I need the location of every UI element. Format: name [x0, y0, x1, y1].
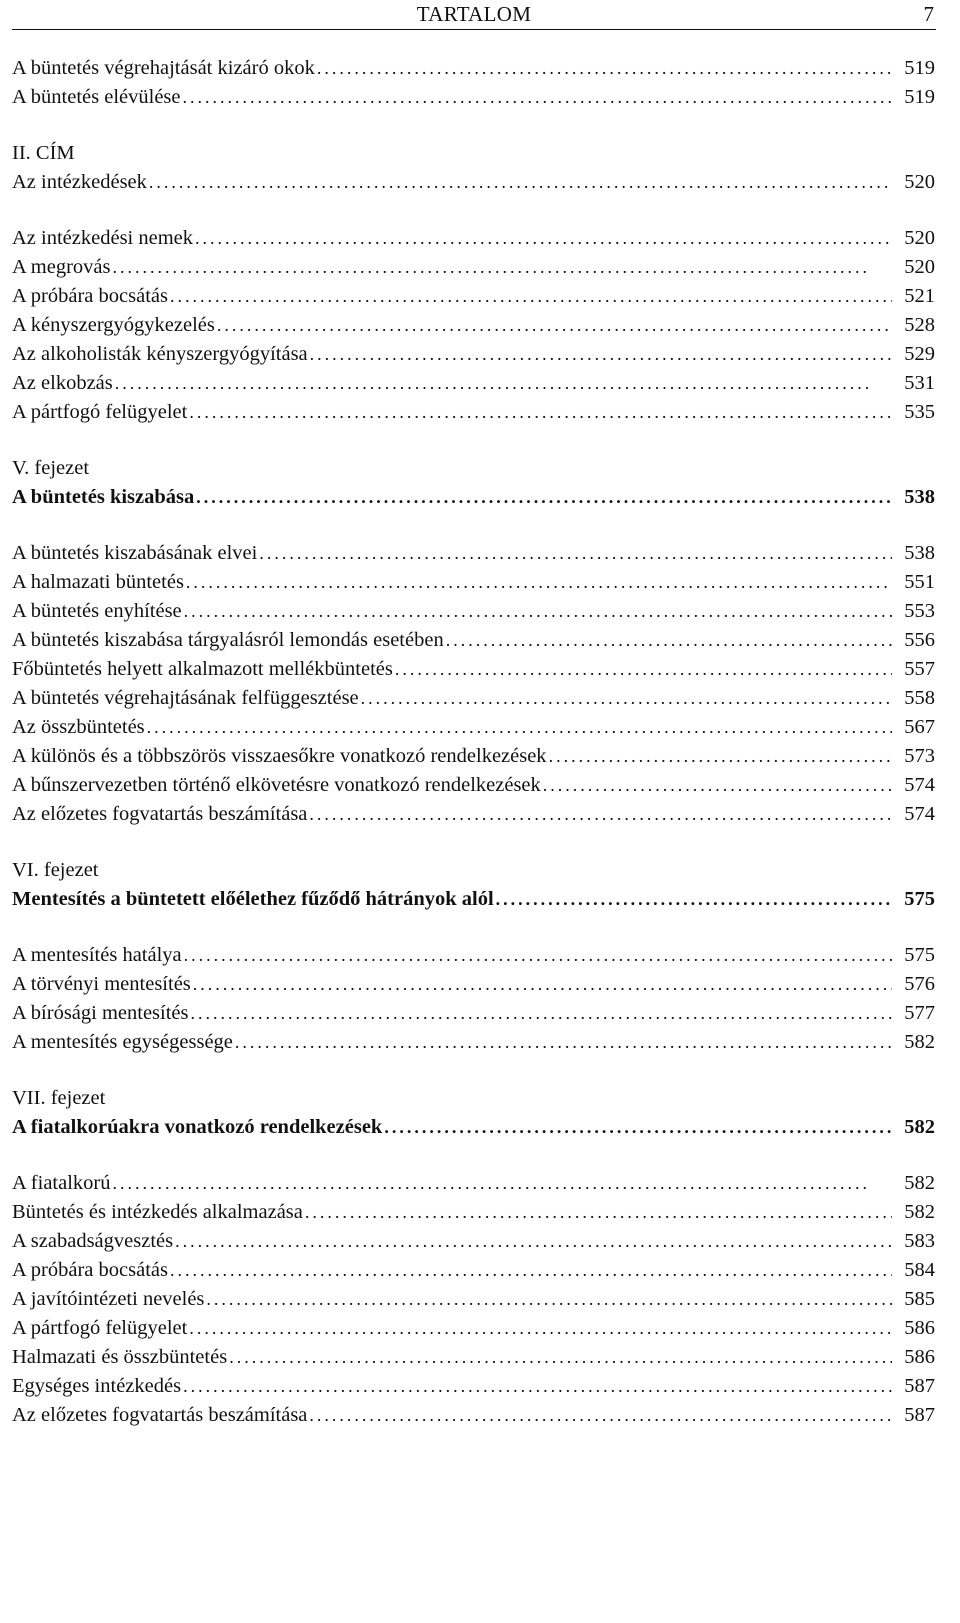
toc-entry [12, 1028, 935, 1057]
toc-entry-label: A büntetés kiszabása tárgyalásról lemondás esetében [12, 629, 444, 651]
toc-chapter-title [12, 885, 935, 914]
toc-entry-label: A pártfogó felügyelet [12, 401, 188, 423]
toc-entry-label: A bűnszervezetben történő elkövetésre vonatkozó rendelkezések [12, 774, 541, 796]
toc-entry-label: A szabadságvesztés [12, 1230, 174, 1252]
dot-leader [113, 253, 893, 282]
toc-entry-label: A megrovás [12, 256, 111, 278]
section-gap [12, 197, 935, 224]
toc-entry-page: 586 [904, 1317, 935, 1339]
toc-entry-page: 531 [904, 372, 935, 394]
toc-entry [12, 568, 935, 597]
toc-entry-page: 528 [904, 314, 935, 336]
toc-entry [12, 1256, 935, 1285]
toc-entry-page: 576 [904, 973, 935, 995]
toc-entry [12, 369, 935, 398]
toc-entry-page: 575 [904, 944, 935, 966]
toc-entry-page: 558 [904, 687, 935, 709]
dot-leader [196, 483, 892, 512]
dot-leader [217, 311, 892, 340]
toc-entry-label: A fiatalkorúakra vonatkozó rendelkezések [12, 1116, 383, 1138]
dot-leader [259, 539, 892, 568]
toc-entry-page: 551 [904, 571, 935, 593]
toc-entry [12, 941, 935, 970]
section-gap [12, 112, 935, 139]
toc-entry [12, 655, 935, 684]
toc-entry-page: 587 [904, 1375, 935, 1397]
table-of-contents [12, 54, 935, 1430]
dot-leader [170, 1256, 892, 1285]
toc-entry-page: 585 [904, 1288, 935, 1310]
dot-leader [183, 83, 893, 112]
toc-entry [12, 311, 935, 340]
toc-entry [12, 1285, 935, 1314]
toc-entry [12, 999, 935, 1028]
section-gap [12, 427, 935, 454]
toc-entry-label: Főbüntetés helyett alkalmazott mellékbüntetés [12, 658, 393, 680]
toc-entry [12, 54, 935, 83]
dot-leader [395, 655, 892, 684]
toc-entry-label: Az elkobzás [12, 372, 113, 394]
page-header [12, 0, 936, 30]
dot-leader [206, 1285, 892, 1314]
toc-entry-page: 577 [904, 1002, 935, 1024]
toc-entry-label: A büntetés enyhítése [12, 600, 182, 622]
toc-entry-label: A büntetés kiszabásának elvei [12, 542, 258, 564]
toc-entry-label: A próbára bocsátás [12, 285, 168, 307]
toc-entry [12, 1343, 935, 1372]
section-gap [12, 1142, 935, 1169]
dot-leader [446, 626, 893, 655]
toc-entry-page: 573 [904, 745, 935, 767]
toc-entry [12, 340, 935, 369]
toc-entry [12, 684, 935, 713]
toc-entry-page: 520 [904, 171, 935, 193]
toc-entry-label: A próbára bocsátás [12, 1259, 168, 1281]
toc-entry-page: 582 [904, 1031, 935, 1053]
dot-leader [189, 1314, 892, 1343]
toc-entry-page: 582 [904, 1201, 935, 1223]
toc-entry-page: 535 [904, 401, 935, 423]
toc-entry-page: 556 [904, 629, 935, 651]
toc-entry-label: A pártfogó felügyelet [12, 1317, 188, 1339]
dot-leader [175, 1227, 892, 1256]
toc-entry [12, 597, 935, 626]
section-gap [12, 1057, 935, 1084]
section-gap [12, 512, 935, 539]
dot-leader [496, 885, 893, 914]
toc-entry-page: 519 [904, 57, 935, 79]
toc-entry-label: Az előzetes fogvatartás beszámítása [12, 803, 308, 825]
dot-leader [184, 941, 893, 970]
dot-leader [113, 1169, 893, 1198]
toc-entry-page: 574 [904, 803, 935, 825]
toc-entry-page: 520 [904, 256, 935, 278]
toc-entry-label: A büntetés elévülése [12, 86, 181, 108]
toc-entry [12, 539, 935, 568]
toc-entry-label: Az összbüntetés [12, 716, 145, 738]
toc-entry-label: Az intézkedések [12, 171, 147, 193]
toc-entry-label: Halmazati és összbüntetés [12, 1346, 228, 1368]
toc-entry [12, 282, 935, 311]
toc-entry-page: 519 [904, 86, 935, 108]
dot-leader [149, 168, 892, 197]
toc-entry [12, 742, 935, 771]
toc-entry [12, 1227, 935, 1256]
toc-entry [12, 970, 935, 999]
dot-leader [115, 369, 893, 398]
toc-entry [12, 253, 935, 282]
toc-entry-label: Egységes intézkedés [12, 1375, 182, 1397]
dot-leader [543, 771, 892, 800]
toc-entry-label: A halmazati büntetés [12, 571, 184, 593]
dot-leader [191, 999, 893, 1028]
toc-entry-label: A büntetés végrehajtásának felfüggesztése [12, 687, 359, 709]
toc-entry-page: 529 [904, 343, 935, 365]
toc-entry-label: A bírósági mentesítés [12, 1002, 189, 1024]
toc-entry [12, 398, 935, 427]
toc-entry [12, 1314, 935, 1343]
dot-leader [183, 1372, 892, 1401]
dot-leader [305, 1198, 892, 1227]
page-number: 7 [923, 2, 934, 26]
toc-entry-page: 538 [904, 542, 935, 564]
section-gap [12, 914, 935, 941]
toc-entry [12, 713, 935, 742]
toc-entry-label: A mentesítés egységessége [12, 1031, 233, 1053]
section-heading: VI. fejezet [12, 859, 99, 881]
toc-entry-label: Büntetés és intézkedés alkalmazása [12, 1201, 303, 1223]
toc-entry [12, 1198, 935, 1227]
toc-entry [12, 1169, 935, 1198]
toc-entry-label: A fiatalkorú [12, 1172, 111, 1194]
dot-leader [184, 597, 893, 626]
toc-chapter-title [12, 483, 935, 512]
toc-entry-page: 521 [904, 285, 935, 307]
toc-entry [12, 224, 935, 253]
toc-entry-page: 574 [904, 774, 935, 796]
dot-leader [195, 224, 892, 253]
toc-entry [12, 83, 935, 112]
toc-entry [12, 168, 935, 197]
toc-entry-page: 567 [904, 716, 935, 738]
toc-entry [12, 626, 935, 655]
toc-entry-page: 575 [904, 888, 935, 910]
dot-leader [235, 1028, 892, 1057]
toc-entry-label: Mentesítés a büntetett előélethez fűződő hátrányok alól [12, 888, 494, 910]
toc-entry-page: 583 [904, 1230, 935, 1252]
dot-leader [384, 1113, 892, 1142]
toc-chapter-title [12, 1113, 935, 1142]
toc-entry-label: A mentesítés hatálya [12, 944, 182, 966]
section-heading: V. fejezet [12, 457, 90, 479]
toc-entry-label: A különös és a többszörös visszaesőkre vonatkozó rendelkezések [12, 745, 547, 767]
toc-entry-label: A kényszergyógykezelés [12, 314, 215, 336]
dot-leader [189, 398, 892, 427]
page-title: TARTALOM [416, 2, 532, 26]
toc-entry [12, 771, 935, 800]
dot-leader [310, 340, 893, 369]
toc-entry-page: 582 [904, 1116, 935, 1138]
dot-leader [229, 1343, 892, 1372]
toc-entry-page: 587 [904, 1404, 935, 1426]
toc-entry [12, 1372, 935, 1401]
toc-entry-page: 584 [904, 1259, 935, 1281]
dot-leader [170, 282, 892, 311]
toc-entry-label: Az előzetes fogvatartás beszámítása [12, 1404, 308, 1426]
toc-entry-label: Az alkoholisták kényszergyógyítása [12, 343, 308, 365]
toc-entry-label: A büntetés végrehajtását kizáró okok [12, 57, 315, 79]
dot-leader [309, 1401, 892, 1430]
toc-entry [12, 1401, 935, 1430]
dot-leader [147, 713, 893, 742]
dot-leader [549, 742, 893, 771]
toc-entry-label: A javítóintézeti nevelés [12, 1288, 205, 1310]
dot-leader [309, 800, 892, 829]
dot-leader [193, 970, 892, 999]
toc-entry-label: A büntetés kiszabása [12, 486, 195, 508]
toc-entry-page: 557 [904, 658, 935, 680]
section-heading: II. CÍM [12, 142, 75, 164]
dot-leader [361, 684, 893, 713]
toc-entry-page: 582 [904, 1172, 935, 1194]
toc-entry [12, 800, 935, 829]
toc-entry-page: 520 [904, 227, 935, 249]
toc-entry-label: Az intézkedési nemek [12, 227, 194, 249]
section-gap [12, 829, 935, 856]
toc-entry-page: 553 [904, 600, 935, 622]
toc-entry-label: A törvényi mentesítés [12, 973, 191, 995]
dot-leader [186, 568, 892, 597]
toc-entry-page: 538 [904, 486, 935, 508]
dot-leader [317, 54, 892, 83]
toc-entry-page: 586 [904, 1346, 935, 1368]
section-heading: VII. fejezet [12, 1087, 106, 1109]
